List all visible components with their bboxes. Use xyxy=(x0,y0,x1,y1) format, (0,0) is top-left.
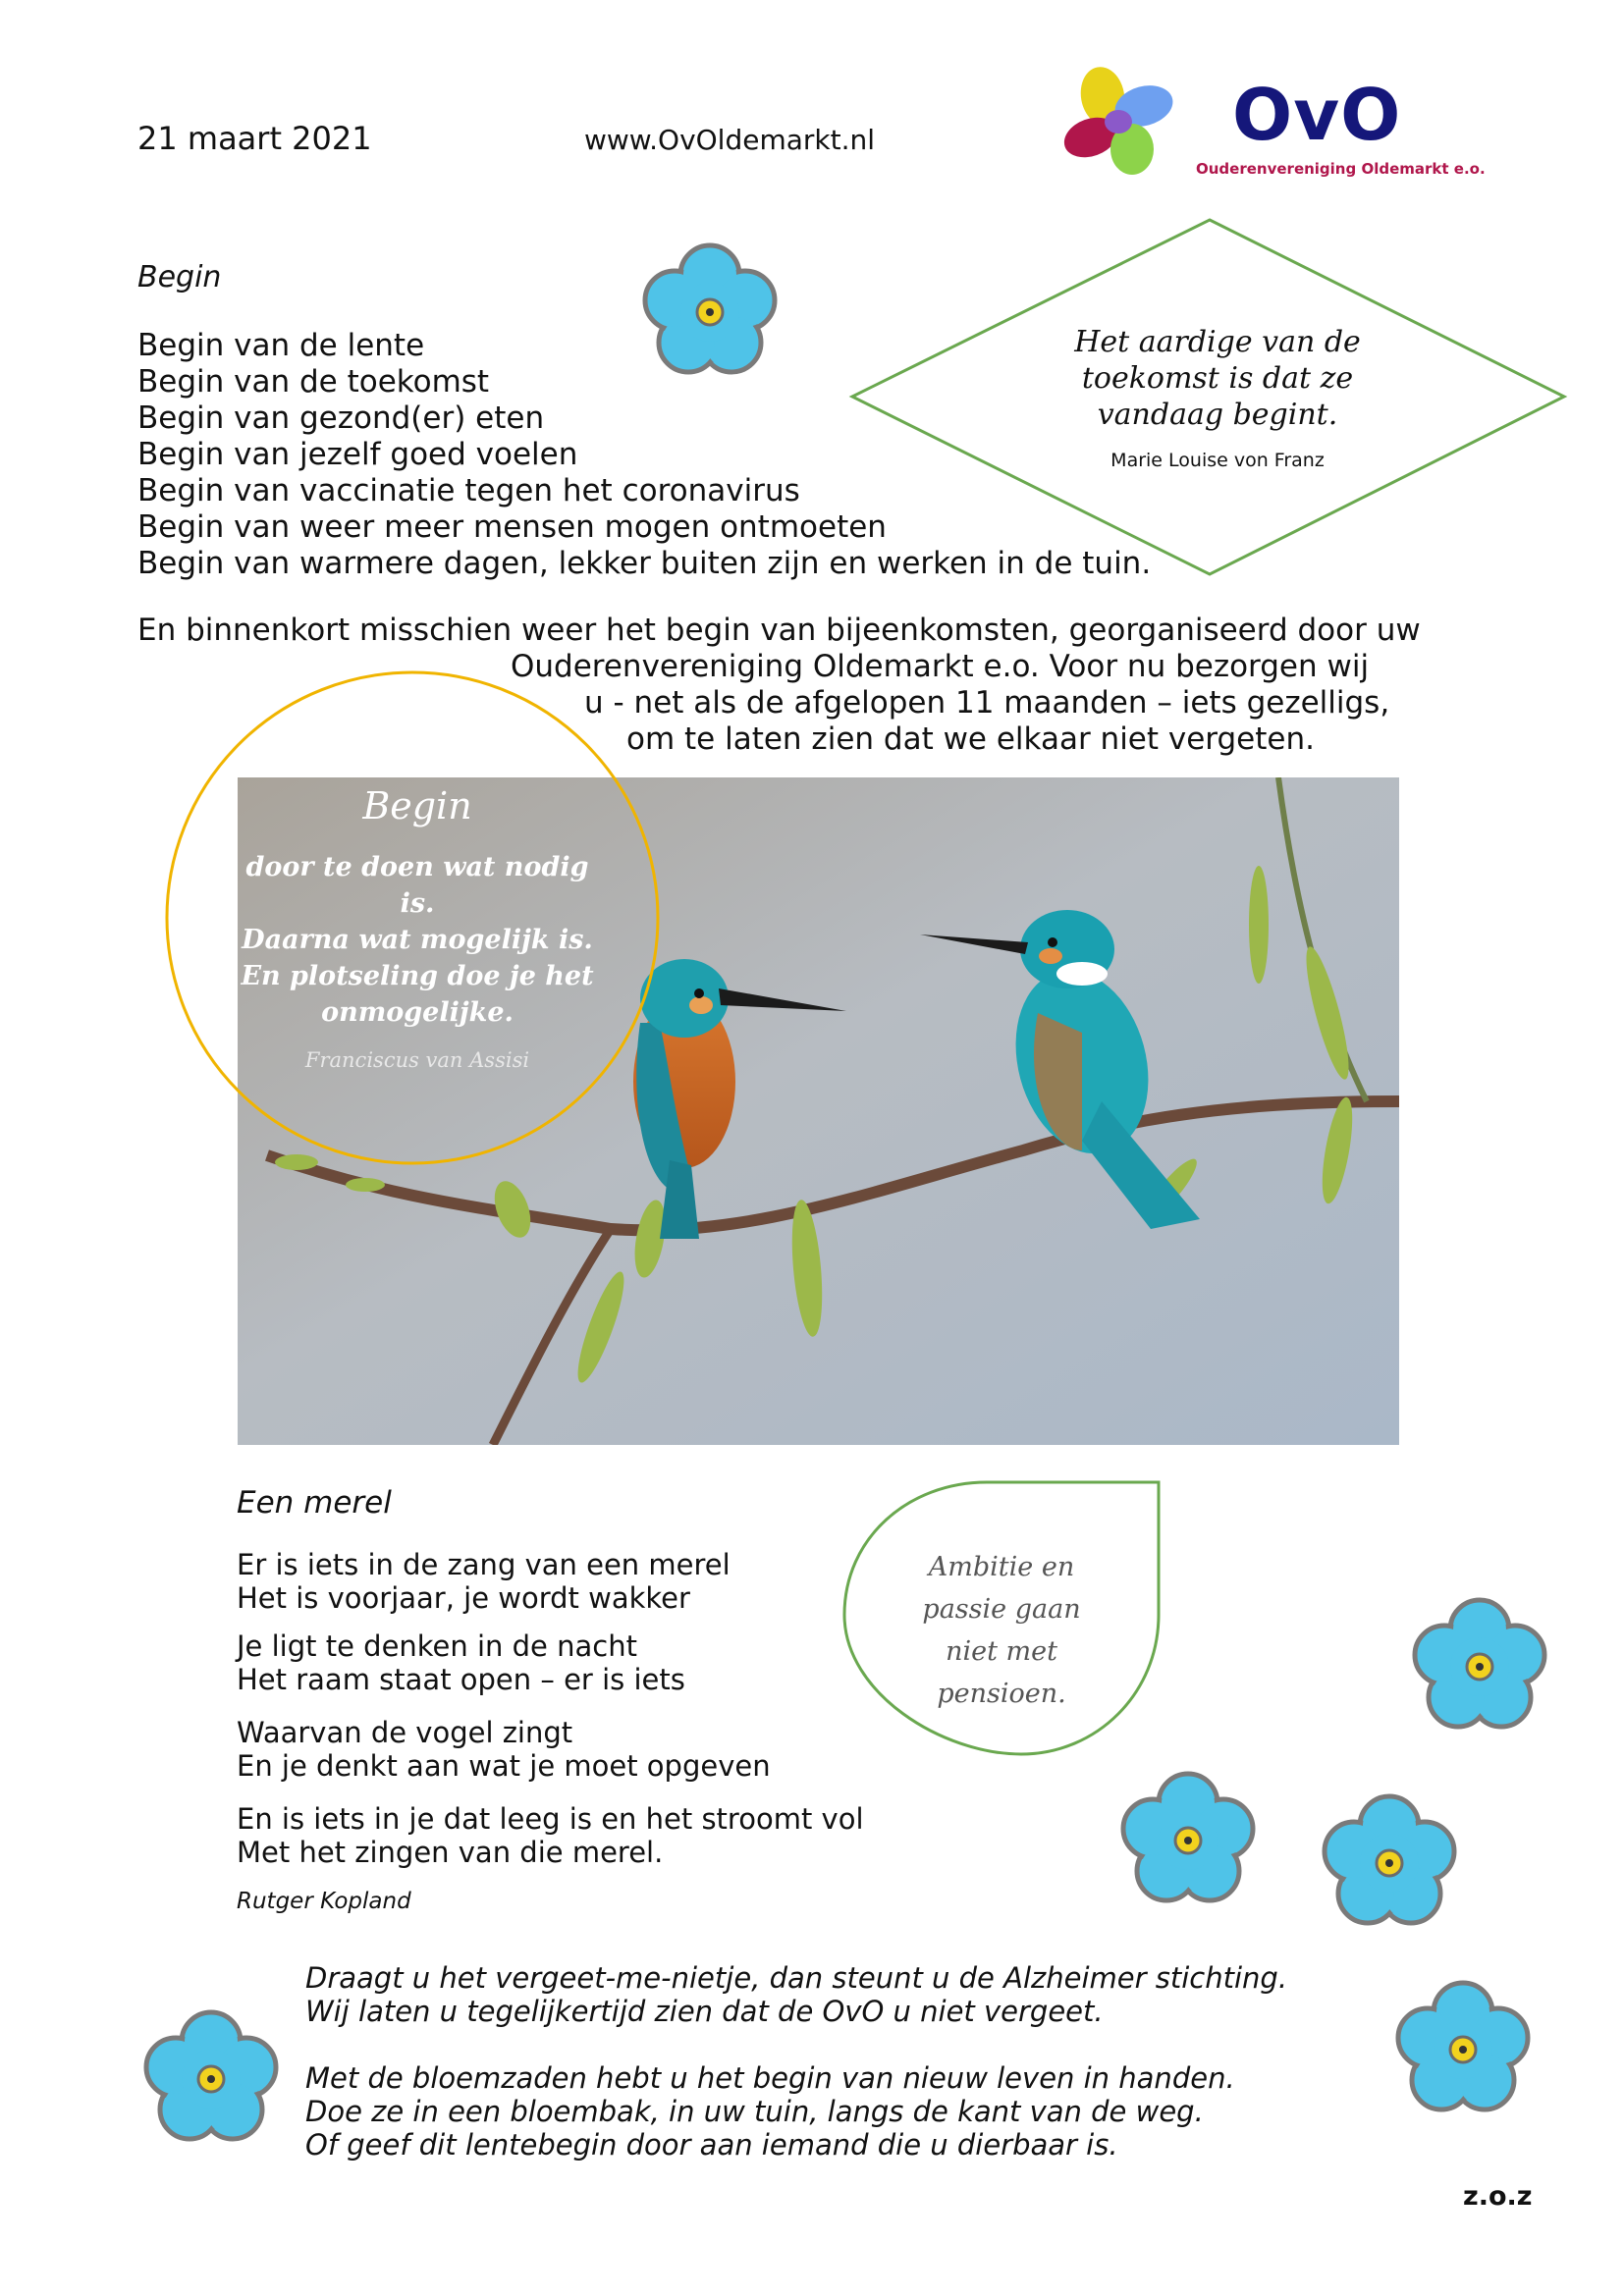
begin-title: Begin xyxy=(137,260,222,294)
logo-text: OvO xyxy=(1232,74,1402,156)
begin-line: Begin van de toekomst xyxy=(137,364,490,400)
circle-quote-title: Begin xyxy=(362,784,472,828)
forget-me-not-icon xyxy=(1114,1764,1262,1911)
circle-quote-author: Franciscus van Assisi xyxy=(304,1048,530,1072)
begin-line: Begin van warmere dagen, lekker buiten zijn en werken in de tuin. xyxy=(137,546,1152,581)
quote-line: niet met xyxy=(946,1636,1057,1667)
diamond-quote xyxy=(1006,324,1429,433)
footer-line: Met de bloemzaden hebt u het begin van nieuw leven in handen. xyxy=(305,2061,1235,2095)
poem-line: Met het zingen van die merel. xyxy=(237,1836,664,1869)
poem-line: En je denkt aan wat je moet opgeven xyxy=(237,1749,771,1783)
forget-me-not-icon xyxy=(137,2002,285,2150)
quote-line: vandaag begint. xyxy=(1097,398,1338,432)
leaf-quote xyxy=(884,1546,1119,1715)
quote-line: pensioen. xyxy=(937,1679,1066,1709)
intro-line: En binnenkort misschien weer het begin van bijeenkomsten, georganiseerd door uw xyxy=(137,613,1421,648)
forget-me-not-icon xyxy=(1316,1787,1463,1934)
intro-line: om te laten zien dat we elkaar niet vergeten. xyxy=(626,721,1315,757)
quote-line: En plotseling doe je het xyxy=(241,961,594,991)
begin-line: Begin van weer meer mensen mogen ontmoeten xyxy=(137,509,887,545)
quote-line: onmogelijke. xyxy=(321,997,514,1028)
quote-line: door te doen wat nodig is. xyxy=(245,852,589,919)
poem-line: Het is voorjaar, je wordt wakker xyxy=(237,1581,690,1615)
zoz-label: z.o.z xyxy=(1463,2181,1533,2212)
website-url[interactable]: www.OvOldemarkt.nl xyxy=(584,124,876,156)
poem-stanza xyxy=(237,1629,685,1696)
begin-line: Begin van gezond(er) eten xyxy=(137,400,545,436)
footer-line: Draagt u het vergeet-me-nietje, dan steunt u de Alzheimer stichting. xyxy=(305,1961,1288,1995)
intro-line: u - net als de afgelopen 11 maanden – iets gezelligs, xyxy=(584,685,1390,721)
poem-title: Een merel xyxy=(237,1485,392,1521)
poem-stanza xyxy=(237,1802,864,1869)
footer-spacer xyxy=(305,2028,1287,2061)
forget-me-not-icon xyxy=(636,236,784,383)
quote-line: toekomst is dat ze xyxy=(1081,361,1354,396)
poem-author: Rutger Kopland xyxy=(237,1889,411,1914)
poem-line: Er is iets in de zang van een merel xyxy=(237,1548,731,1581)
footer-line: Doe ze in een bloembak, in uw tuin, langs de kant van de weg. xyxy=(305,2095,1204,2128)
poem-stanza xyxy=(237,1716,771,1783)
forget-me-not-icon xyxy=(1389,1973,1537,2120)
quote-line: Daarna wat mogelijk is. xyxy=(242,925,593,955)
poem-stanza xyxy=(237,1548,731,1615)
begin-line: Begin van vaccinatie tegen het coronavirus xyxy=(137,473,800,508)
forget-me-not-icon xyxy=(1406,1590,1553,1737)
date: 21 maart 2021 xyxy=(137,120,372,157)
quote-line: passie gaan xyxy=(922,1594,1081,1625)
begin-line: Begin van jezelf goed voelen xyxy=(137,437,578,472)
poem-line: Het raam staat open – er is iets xyxy=(237,1663,685,1696)
begin-line: Begin van de lente xyxy=(137,328,425,363)
quote-line: Het aardige van de xyxy=(1074,325,1361,359)
poem-line: Je ligt te denken in de nacht xyxy=(237,1629,637,1663)
poem-line: En is iets in je dat leeg is en het stroomt vol xyxy=(237,1802,864,1836)
logo-subtitle: Ouderenvereniging Oldemarkt e.o. xyxy=(1196,160,1486,178)
intro-line: Ouderenvereniging Oldemarkt e.o. Voor nu bezorgen wij xyxy=(511,649,1370,684)
footer-line: Of geef dit lentebegin door aan iemand die u dierbaar is. xyxy=(305,2128,1118,2162)
circle-quote xyxy=(226,780,609,1072)
ovo-logo-icon xyxy=(1046,59,1213,187)
footer-text xyxy=(305,1961,1287,2162)
footer-line: Wij laten u tegelijkertijd zien dat de OvO u niet vergeet. xyxy=(305,1995,1104,2028)
diamond-quote-author: Marie Louise von Franz xyxy=(1110,450,1325,471)
quote-line: Ambitie en xyxy=(928,1552,1075,1582)
poem-line: Waarvan de vogel zingt xyxy=(237,1716,573,1749)
